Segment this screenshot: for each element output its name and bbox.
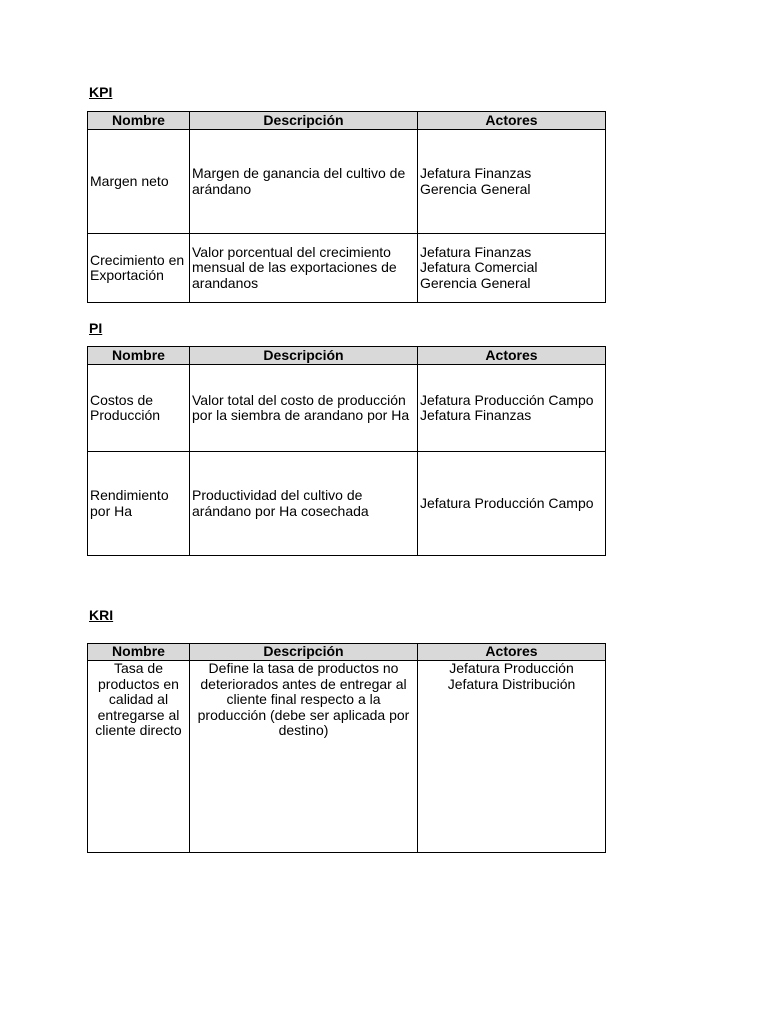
- table-header-row: [88, 644, 606, 661]
- column-header-nombre: Nombre: [88, 644, 190, 661]
- description-line: cliente final respecto a la: [226, 691, 381, 707]
- actors-cell: [418, 365, 606, 452]
- name-line: entregarse al: [97, 706, 180, 723]
- description-cell: [190, 365, 418, 452]
- name-line: Rendimiento: [90, 487, 169, 503]
- description-cell: [190, 234, 418, 303]
- actor-line: Jefatura Comercial: [420, 259, 538, 276]
- column-header-nombre: Nombre: [88, 112, 190, 130]
- actors-cell: [418, 130, 606, 234]
- table-row: [88, 365, 606, 452]
- column-header-actores: Actores: [418, 644, 606, 661]
- name-cell: [88, 130, 190, 234]
- name-line: por Ha: [90, 502, 133, 519]
- actor-line: Jefatura Producción Campo: [420, 494, 594, 511]
- kri-heading: KRI: [89, 607, 114, 623]
- description-line: arándano por Ha cosechada: [192, 502, 369, 519]
- actor-line: Jefatura Finanzas: [420, 165, 532, 181]
- name-cell: [88, 234, 190, 303]
- column-header-nombre: Nombre: [88, 347, 190, 365]
- description-line: mensual de las exportaciones de: [192, 259, 397, 276]
- kpi-heading: KPI: [89, 84, 113, 100]
- name-line: Crecimiento en: [90, 251, 185, 268]
- table-row: [88, 130, 606, 234]
- name-line: Producción: [90, 407, 161, 423]
- actors-cell: [418, 234, 606, 303]
- description-line: Define la tasa de productos no: [208, 660, 399, 676]
- name-line: Tasa de: [113, 660, 164, 676]
- pi-table: [87, 346, 606, 556]
- name-cell: [88, 452, 190, 556]
- name-line: cliente directo: [95, 722, 182, 738]
- table-row: [88, 452, 606, 556]
- name-line: productos en: [98, 675, 179, 692]
- description-line: destino): [278, 722, 329, 738]
- name-line: Margen neto: [90, 172, 169, 189]
- table-row: [88, 661, 606, 853]
- name-line: Exportación: [90, 267, 164, 283]
- actor-line: Jefatura Finanzas: [420, 407, 532, 423]
- description-line: Productividad del cultivo de: [192, 487, 363, 503]
- actors-cell: [418, 452, 606, 556]
- description-cell: [190, 130, 418, 234]
- actor-line: Gerencia General: [420, 180, 531, 197]
- kri-table: [87, 643, 606, 853]
- actors-cell: [418, 661, 606, 853]
- name-line: Costos de: [90, 391, 154, 408]
- table-header-row: [88, 112, 606, 130]
- name-cell: [88, 365, 190, 452]
- description-line: Valor porcentual del crecimiento: [192, 243, 391, 260]
- name-cell: [88, 661, 190, 853]
- kpi-table: [87, 111, 606, 303]
- description-line: deteriorados antes de entregar al: [200, 675, 407, 692]
- description-cell: [190, 661, 418, 853]
- actor-line: Jefatura Producción Campo: [420, 391, 594, 408]
- column-header-descripcion: Descripción: [190, 112, 418, 130]
- actor-line: Jefatura Producción: [449, 660, 574, 676]
- description-line: arandanos: [192, 274, 259, 291]
- actor-line: Gerencia General: [420, 274, 531, 291]
- description-line: arándano: [192, 180, 252, 197]
- description-line: Valor total del costo de producción: [192, 391, 406, 408]
- pi-heading: PI: [89, 320, 103, 336]
- column-header-descripcion: Descripción: [190, 644, 418, 661]
- actor-line: Jefatura Distribución: [447, 675, 576, 692]
- description-line: producción (debe ser aplicada por: [197, 706, 410, 723]
- name-line: calidad al: [108, 691, 169, 707]
- description-cell: [190, 452, 418, 556]
- description-line: Margen de ganancia del cultivo de: [192, 165, 406, 181]
- description-line: por la siembra de arandano por Ha: [192, 407, 410, 423]
- column-header-descripcion: Descripción: [190, 347, 418, 365]
- column-header-actores: Actores: [418, 112, 606, 130]
- table-header-row: [88, 347, 606, 365]
- table-row: [88, 234, 606, 303]
- actor-line: Jefatura Finanzas: [420, 243, 532, 260]
- column-header-actores: Actores: [418, 347, 606, 365]
